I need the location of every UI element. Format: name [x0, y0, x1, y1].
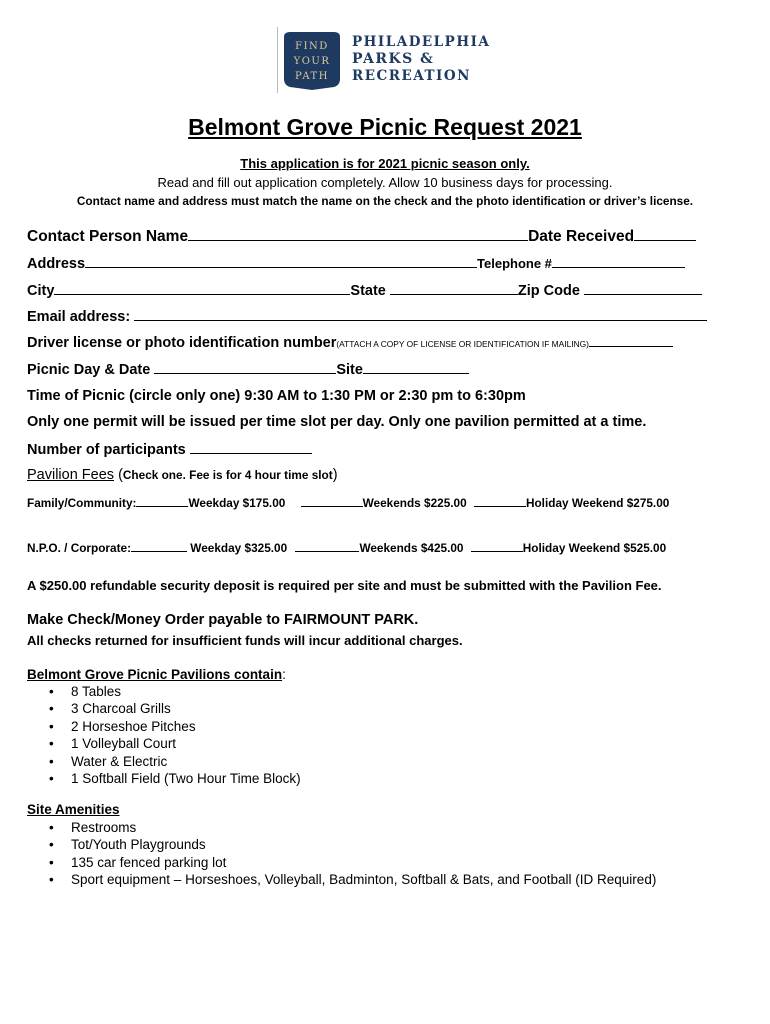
site-field[interactable] [363, 361, 469, 374]
pavilions-heading: Belmont Grove Picnic Pavilions contain [27, 667, 283, 682]
payment-line-2: All checks returned for insufficient funds will incur additional charges. [27, 633, 463, 648]
list-item: • 1 Softball Field (Two Hour Time Block) [27, 771, 301, 788]
intro-line-3: Contact name and address must match the name on the check and the photo identification or driver’s license. [76, 194, 694, 208]
family-holiday: Holiday Weekend $275.00 [525, 496, 670, 510]
pavilions-list [27, 684, 301, 788]
email-field[interactable] [134, 308, 707, 321]
contact-name-field[interactable] [188, 228, 528, 241]
picnic-day-field[interactable] [154, 361, 336, 374]
logo-org-line1: PHILADELPHIA [352, 34, 491, 50]
picnic-day-row [27, 361, 469, 378]
time-of-picnic: Time of Picnic (circle only one) 9:30 AM to 1:30 PM or 2:30 pm to 6:30pm [27, 388, 526, 404]
address-field[interactable] [85, 255, 477, 268]
telephone-field[interactable] [552, 255, 685, 268]
npo-weekday-checkbox[interactable] [131, 539, 187, 552]
city-label: City [27, 283, 55, 299]
family-weekday-checkbox[interactable] [136, 494, 188, 507]
list-item: • Tot/Youth Playgrounds [27, 837, 656, 854]
npo-weekday: Weekday $325.00 [190, 541, 288, 555]
logo-org-line2: PARKS & [352, 51, 435, 67]
family-fees-row [27, 494, 669, 510]
family-weekend-checkbox[interactable] [301, 494, 363, 507]
address-label: Address [27, 256, 86, 272]
telephone-label: Telephone # [477, 256, 552, 271]
intro-line-1: This application is for 2021 picnic season only. [240, 156, 530, 171]
heading-paren-open: ( [114, 467, 123, 483]
list-item: • Water & Electric [27, 754, 301, 771]
picnic-day-label: Picnic Day & Date [27, 362, 151, 378]
state-label: State [350, 283, 386, 299]
pavilion-fees-heading: Pavilion Fees [27, 467, 115, 483]
pavilion-fees-note: Check one. Fee is for 4 hour time slot [122, 468, 333, 482]
badge-line-1: FIND [295, 41, 329, 52]
amenities-list [27, 820, 656, 890]
list-item: • 3 Charcoal Grills [27, 701, 301, 718]
logo-org-line3: RECREATION [352, 68, 471, 84]
list-item: • 8 Tables [27, 684, 301, 701]
intro-line-2: Read and fill out application completely. Allow 10 business days for processing. [157, 175, 613, 190]
license-label: Driver license or photo identification number [27, 335, 337, 351]
city-field[interactable] [54, 282, 350, 295]
contact-name-label: Contact Person Name [27, 228, 189, 245]
participants-label: Number of participants [27, 442, 186, 458]
deposit-note: A $250.00 refundable security deposit is required per site and must be submitted with the Pavilion Fee. [27, 578, 662, 593]
site-label: Site [336, 362, 363, 378]
list-item: • Restrooms [27, 820, 656, 837]
family-weekend: Weekends $225.00 [362, 496, 467, 510]
list-item: • 2 Horseshoe Pitches [27, 719, 301, 736]
list-item: • 135 car fenced parking lot [27, 855, 656, 872]
license-row [27, 334, 673, 351]
email-row [27, 308, 707, 325]
zip-field[interactable] [584, 282, 702, 295]
list-item: • 1 Volleyball Court [27, 736, 301, 753]
date-received-field[interactable] [634, 228, 696, 241]
participants-row [27, 441, 312, 458]
badge-line-3: PATH [295, 71, 329, 82]
license-field[interactable] [589, 334, 673, 347]
participants-field[interactable] [190, 441, 312, 454]
city-row [27, 282, 702, 299]
pavilions-heading-row [27, 667, 286, 682]
heading-paren-close: ) [332, 467, 338, 483]
state-field[interactable] [390, 282, 518, 295]
family-label: Family/Community: [27, 496, 137, 510]
permit-note: Only one permit will be issued per time slot per day. Only one pavilion permitted at a time. [27, 414, 647, 430]
address-row [27, 255, 685, 272]
page-title: Belmont Grove Picnic Request 2021 [188, 114, 582, 140]
pavilions-colon: : [282, 667, 286, 682]
date-received-label: Date Received [528, 228, 635, 245]
badge-line-2: YOUR [293, 56, 331, 67]
npo-holiday: Holiday Weekend $525.00 [522, 541, 667, 555]
npo-weekend: Weekends $425.00 [359, 541, 464, 555]
find-your-path-badge-icon [280, 29, 344, 91]
npo-label: N.P.O. / Corporate: [27, 541, 132, 555]
license-note: (ATTACH A COPY OF LICENSE OR IDENTIFICATION IF MAILING) [336, 339, 589, 349]
email-label: Email address: [27, 309, 131, 325]
npo-weekend-checkbox[interactable] [295, 539, 359, 552]
amenities-heading: Site Amenities [27, 802, 120, 817]
pavilion-fees-heading-row [27, 467, 338, 483]
family-weekday: Weekday $175.00 [188, 496, 286, 510]
payment-line-1: Make Check/Money Order payable to FAIRMOUNT PARK. [27, 612, 419, 628]
npo-holiday-checkbox[interactable] [471, 539, 523, 552]
list-item: • Sport equipment – Horseshoes, Volleyball, Badminton, Softball & Bats, and Football (ID Required) [27, 872, 656, 889]
family-holiday-checkbox[interactable] [474, 494, 526, 507]
logo-divider [277, 27, 278, 93]
zip-label: Zip Code [517, 283, 580, 299]
npo-fees-row [27, 539, 666, 555]
contact-name-row [27, 228, 696, 246]
